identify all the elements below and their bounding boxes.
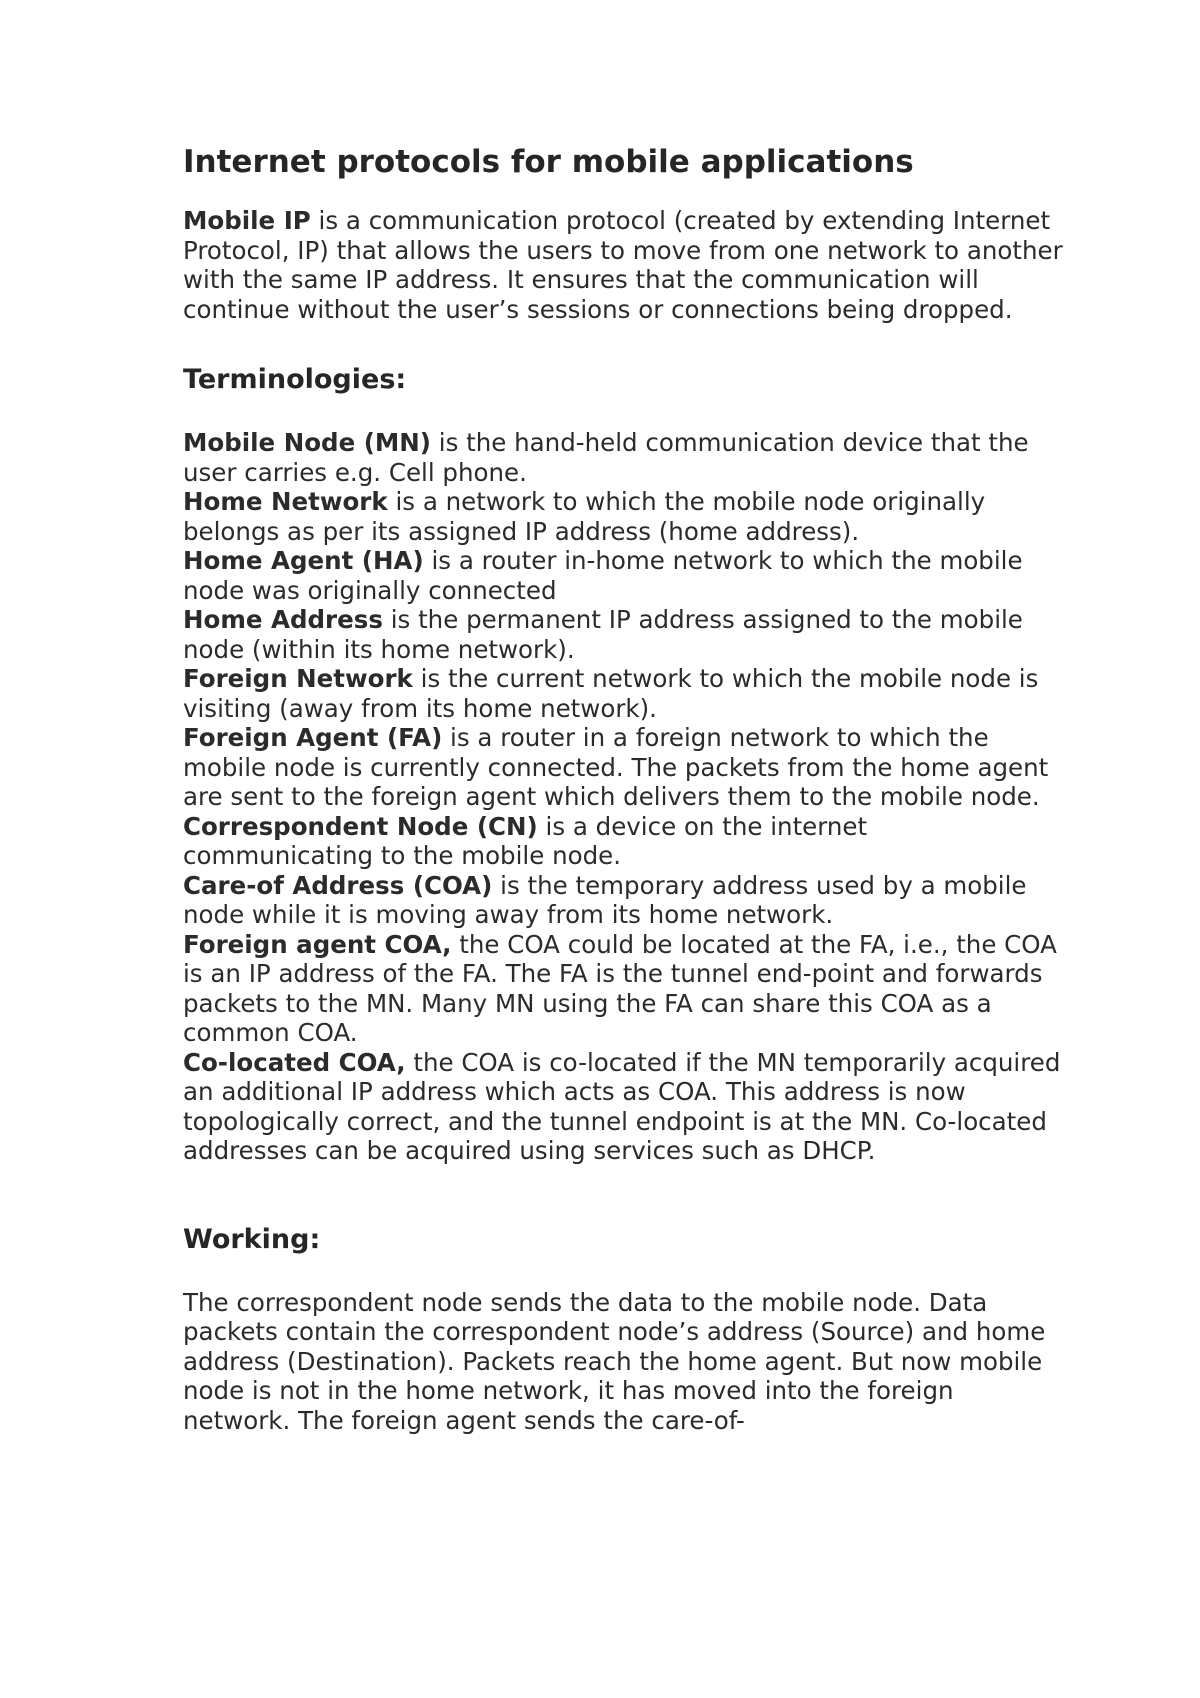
term-definition: is the current network to which the mobile node is visiting (away from its home network). xyxy=(183,664,1039,723)
term-item xyxy=(183,487,1063,546)
term-name: Foreign Network xyxy=(183,664,413,693)
term-name: Foreign agent COA, xyxy=(183,929,452,959)
terminologies-heading: Terminologies: xyxy=(183,364,407,395)
intro-paragraph xyxy=(183,206,1063,324)
working-paragraph: The correspondent node sends the data to the mobile node. Data packets contain the correspondent node’s address (Source) and home address (Destination). Packets reach the home agent. But now mobile node is not in the home network, it has moved into the foreign network. The foreign agent sends the care-of- xyxy=(183,1287,1046,1435)
term-item xyxy=(183,723,1063,812)
term-item xyxy=(183,664,1063,723)
term-item xyxy=(183,1048,1063,1166)
document-page xyxy=(183,140,1063,1435)
term-item xyxy=(183,605,1063,664)
term-item xyxy=(183,930,1063,1048)
term-definition: the COA could be located at the FA, i.e., the COA is an IP address of the FA. The FA is the tunnel end-point and forwards packets to the MN. Many MN using the FA can share this COA as a common COA. xyxy=(183,929,1057,1047)
document-title: Internet protocols for mobile applications xyxy=(183,144,914,180)
term-name: Foreign Agent (FA) xyxy=(183,723,443,752)
term-item xyxy=(183,812,1063,871)
term-name: Mobile Node (MN) xyxy=(183,428,431,457)
term-name: Care-of Address (COA) xyxy=(183,870,493,900)
term-name: Co-located COA, xyxy=(183,1047,406,1077)
term-item xyxy=(183,428,1063,487)
terminology-list xyxy=(183,428,1063,1166)
term-definition: is a device on the internet communicating to the mobile node. xyxy=(183,811,868,870)
term-name: Home Network xyxy=(183,487,388,516)
term-name: Home Agent (HA) xyxy=(183,546,424,575)
term-definition: is a router in a foreign network to which the mobile node is currently connected. The packets from the home agent are sent to the foreign agent which delivers them to the mobile node. xyxy=(183,723,1049,811)
term-definition: is a network to which the mobile node originally belongs as per its assigned IP address (home address). xyxy=(183,487,986,546)
working-heading: Working: xyxy=(183,1223,321,1255)
term-definition: is the hand-held communication device that the user carries e.g. Cell phone. xyxy=(183,428,1029,487)
term-definition: the COA is co-located if the MN temporarily acquired an additional IP address which acts as COA. This address is now topologically correct, and the tunnel endpoint is at the MN. Co-located addresses can be acquired using services such as DHCP. xyxy=(183,1047,1061,1165)
term-definition: is the permanent IP address assigned to the mobile node (within its home network). xyxy=(183,605,1023,664)
term-item xyxy=(183,546,1063,605)
intro-text: is a communication protocol (created by extending Internet Protocol, IP) that allows the users to move from one network to another with the same IP address. It ensures that the communication will continue without the user’s sessions or connections being dropped. xyxy=(183,206,1063,324)
term-name: Home Address xyxy=(183,605,383,634)
intro-term: Mobile IP xyxy=(183,206,311,235)
term-definition: is the temporary address used by a mobile node while it is moving away from its home network. xyxy=(183,870,1027,929)
term-name: Correspondent Node (CN) xyxy=(183,811,538,841)
term-item xyxy=(183,871,1063,930)
term-definition: is a router in-home network to which the mobile node was originally connected xyxy=(183,546,1023,605)
